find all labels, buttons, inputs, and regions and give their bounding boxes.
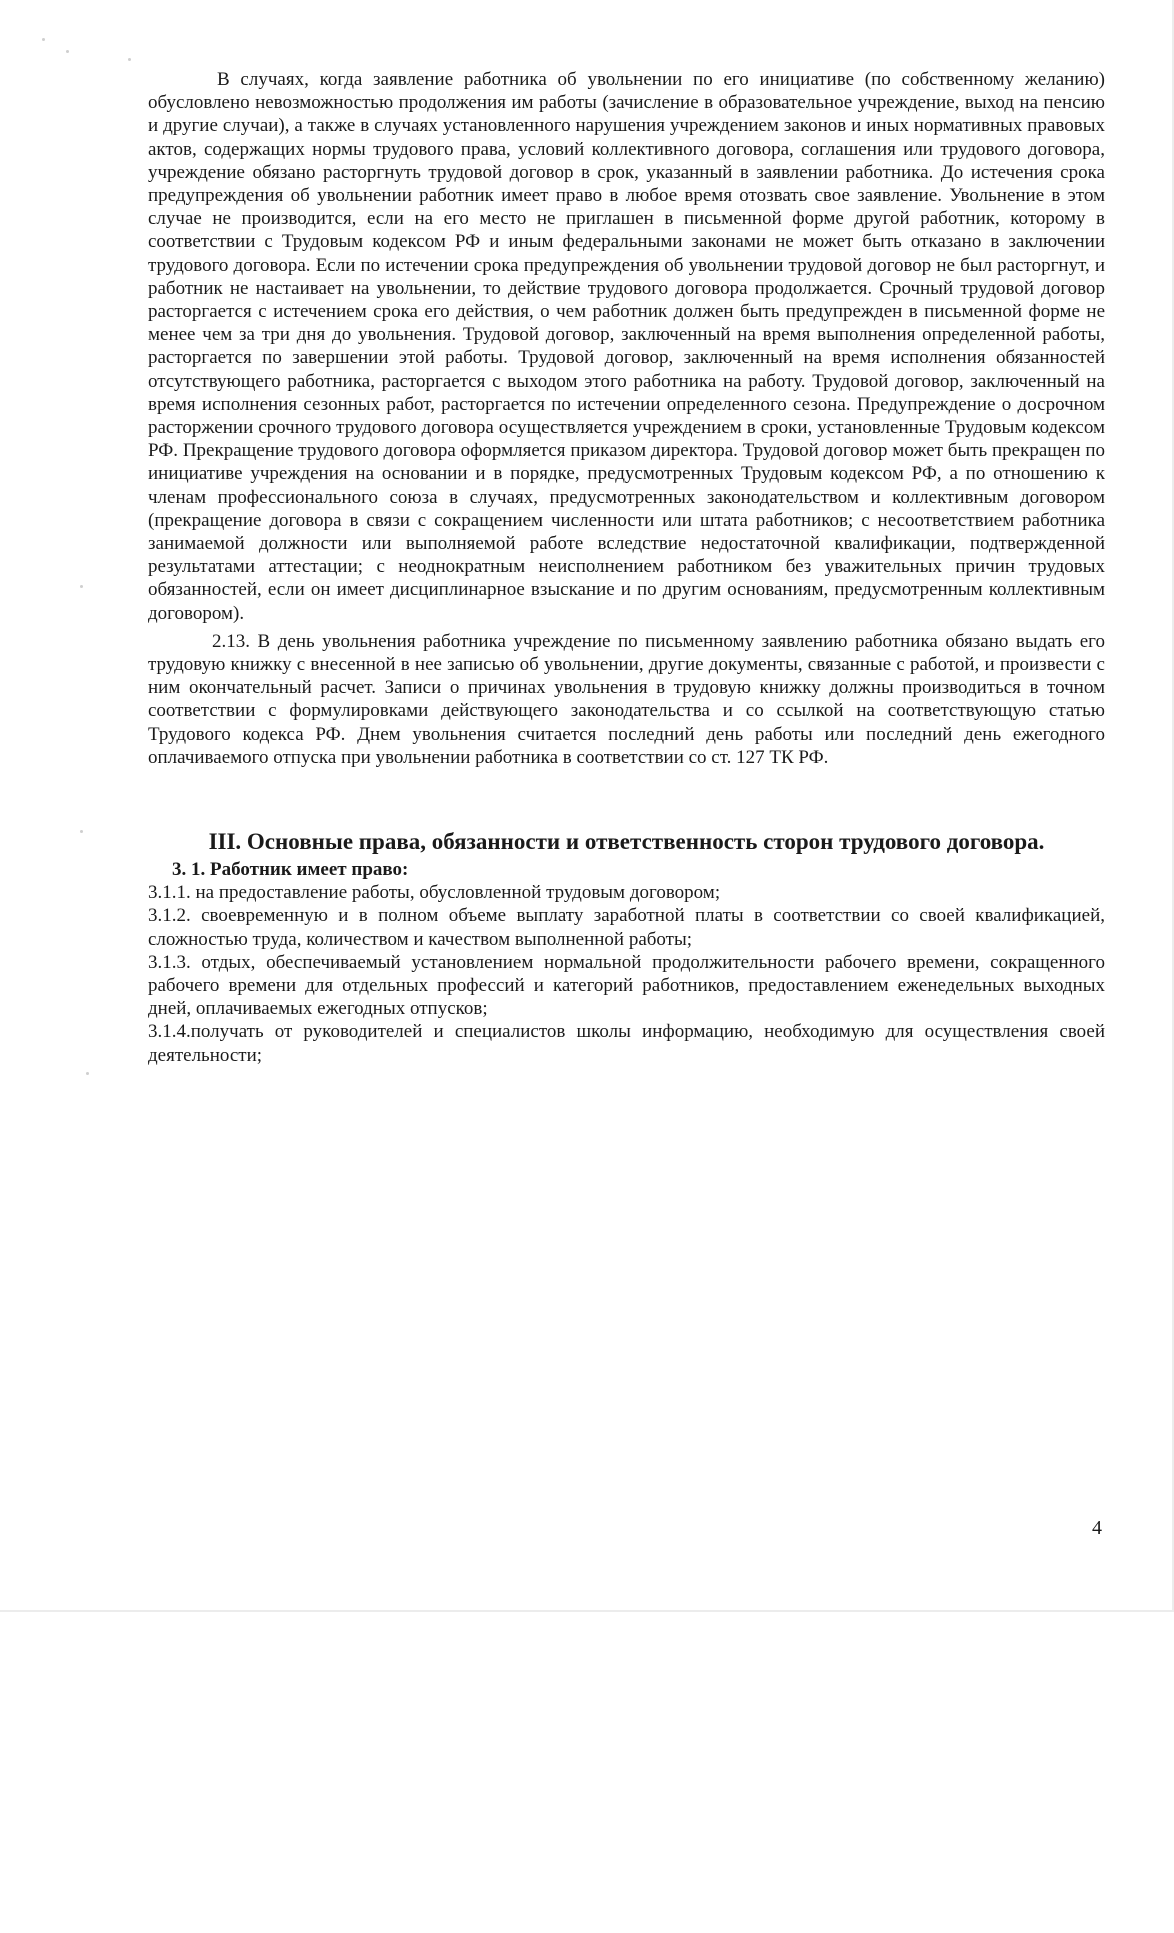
list-item-3-1-1: 3.1.1. на предоставление работы, обусловленной трудовым договором; [148,882,721,904]
list-item-3-1-2: 3.1.2. своевременную и в полном объеме выплату заработной платы в соответствии со своей квалификацией, сложностью труда, количеством и качеством выполненной работы; [148,905,1105,950]
section-heading: III. Основные права, обязанности и ответственность сторон трудового договора. [208,829,1045,855]
scan-speck [86,1072,89,1075]
list-item-3-1-3: 3.1.3. отдых, обеспечиваемый установлением нормальной продолжительности рабочего времени, сокращенного рабочего времени для отдельных профессий и категорий работников, предоставлением еженедельных выходных дней, оплачиваемых ежегодных отпусков; [148,951,1105,1020]
paragraph-2-13: 2.13. В день увольнения работника учреждение по письменному заявлению работника обязано выдать его трудовую книжку с внесенной в нее записью об увольнении, другие документы, связанные с работой, и произвести с ним окончательный расчет. Записи о причинах увольнения в трудовую книжку должны производиться в точном соответствии с формулировками действующего законодательства и со ссылкой на соответствующую статью Трудового кодекса РФ. Днем увольнения считается последний день работы или последний день ежегодного оплачиваемого отпуска при увольнении работника в соответствии со ст. 127 ТК РФ. [148,630,1105,768]
page-number: 4 [1092,1517,1102,1539]
scan-speck [80,585,83,588]
document-body [148,68,1105,1067]
list-item-3-1-4: 3.1.4.получать от руководителей и специалистов школы информацию, необходимую для осуществления своей деятельности; [148,1021,1105,1066]
paragraph-dismissal-terms: В случаях, когда заявление работника об увольнении по его инициативе (по собственному желанию) обусловлено невозможностью продолжения им работы (зачисление в образовательное учреждение, выход на пенсию и другие случаи), а также в случаях установленного нарушения учреждением законов и иных нормативных правовых актов, содержащих нормы трудового права, условий коллективного договора, соглашения или трудового договора, учреждение обязано расторгнуть трудовой договор в срок, указанный в заявлении работника. До истечения срока предупреждения об увольнении работник имеет право в любое время отозвать свое заявление. Увольнение в этом случае не производится, если на его место не приглашен в письменной форме другой работник, которому в соответствии с Трудовым кодексом РФ и иным федеральными законами не может быть отказано в заключении трудового договора. Если по истечении срока предупреждения об увольнении трудовой договор не был расторгнут, и работник не настаивает на увольнении, то действие трудового договора продолжается. Срочный трудовой договор расторгается с истечением срока его действия, о чем работник должен быть предупрежден в письменной форме не менее чем за три дня до увольнения. Трудовой договор, заключенный на время выполнения определенной работы, расторгается по завершении этой работы. Трудовой договор, заключенный на время исполнения обязанностей отсутствующего работника, расторгается с выходом этого работника на работу. Трудовой договор, заключенный на время исполнения сезонных работ, расторгается по истечении определенного сезона. Предупреждение о досрочном расторжении срочного трудового договора осуществляется учреждением в сроки, установленные Трудовым кодексом РФ. Прекращение трудового договора оформляется приказом директора. Трудовой договор может быть прекращен по инициативе учреждения на основании и в порядке, предусмотренных Трудовым кодексом РФ, а по отношению к членам профессионального союза в случаях, предусмотренных законодательством и коллективным договором (прекращение договора в связи с сокращением численности или штата работников; с несоответствием работника занимаемой должности или выполняемой работе вследствие недостаточной квалификации, подтвержденной результатами аттестации; с неоднократным неисполнением работником без уважительных причин трудовых обязанностей, если он имеет дисциплинарное взыскание и по другим основаниям, предусмотренным коллективным договором). [148,69,1105,624]
scan-speck [128,58,131,61]
scan-speck [80,830,83,833]
scan-speck [66,50,69,53]
scan-speck [42,38,45,41]
subsection-heading: 3. 1. Работник имеет право: [172,859,409,881]
